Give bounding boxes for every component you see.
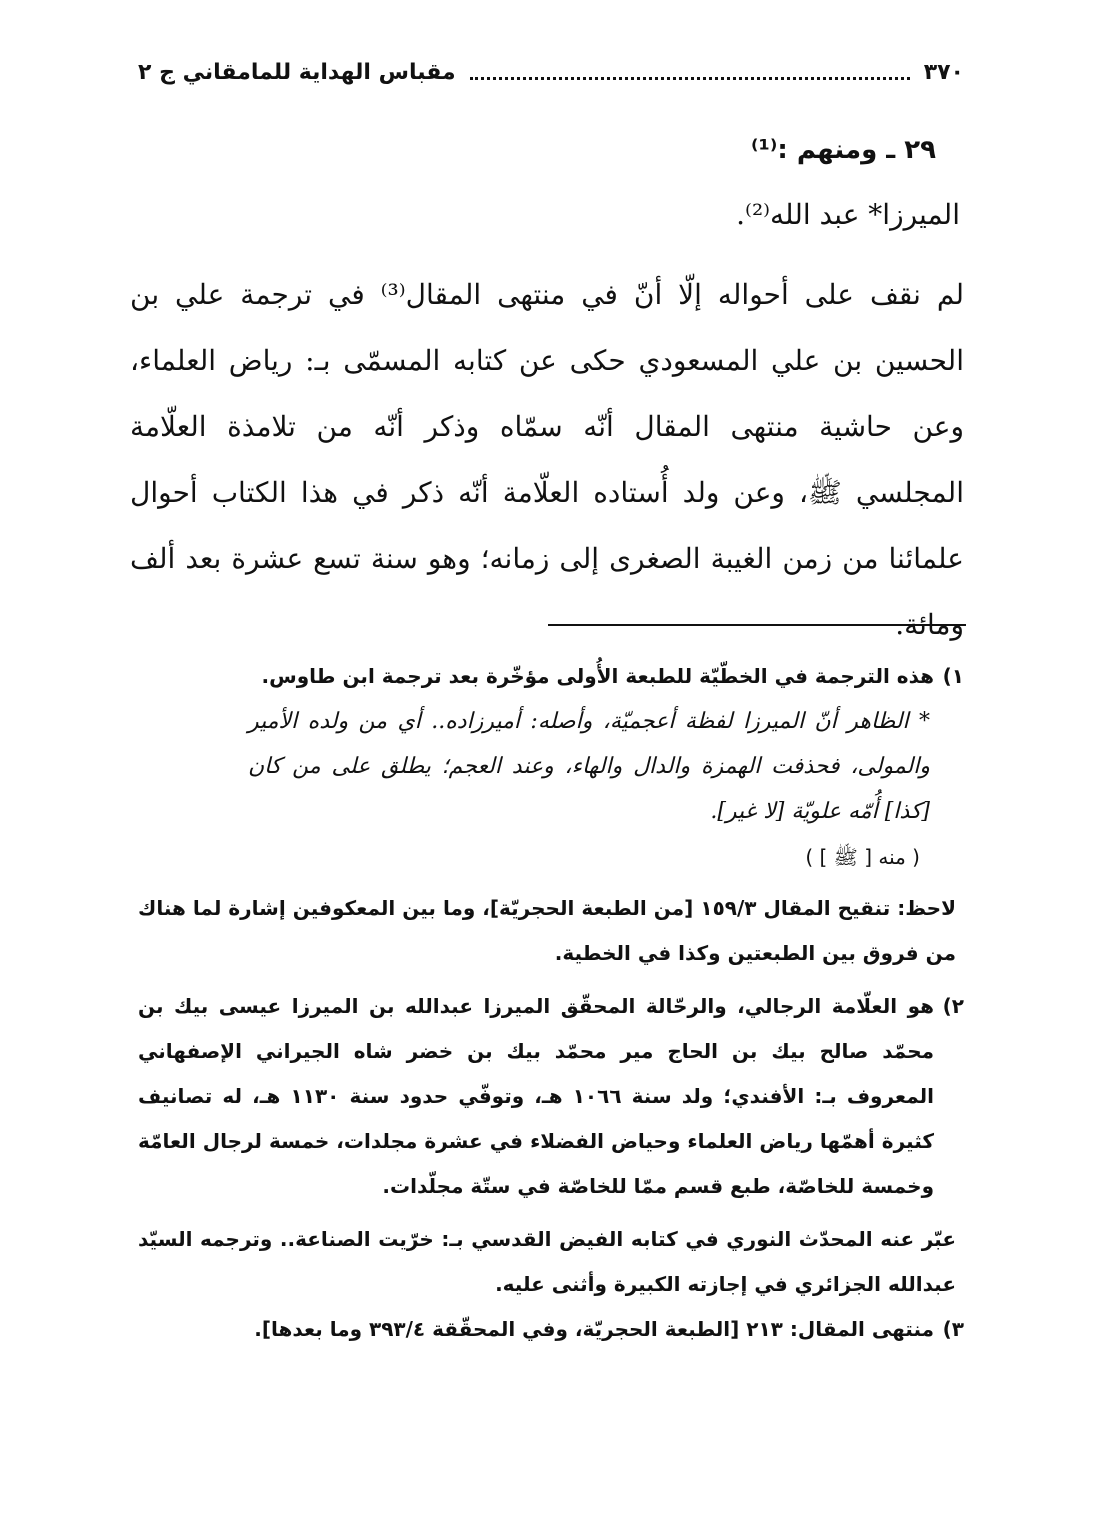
footnote-2-continuation: عبّر عنه المحدّث النوري في كتابه الفيض القدسي بـ: خرّيت الصناعة.. وترجمه السيّد عبدالله الجزائري في إجازته الكبيرة وأثنى عليه.	[138, 1227, 956, 1296]
entry-number: ٢٩ ـ ومنهم :⁽¹⁾	[751, 135, 936, 165]
footnote-1-number: ١)	[942, 664, 964, 688]
footnote-2	[138, 984, 964, 1209]
footnote-1-source: ( منه [ ﷺ ] )	[805, 845, 920, 869]
footnote-2-number: ٢)	[942, 994, 964, 1018]
footnote-3-text: منتهى المقال: ٢١٣ [الطبعة الحجريّة، وفي المحقّقة ٣٩٣/٤ وما بعدها].	[254, 1317, 934, 1341]
footnote-1-text: هذه الترجمة في الخطّيّة للطبعة الأُولى مؤخّرة بعد ترجمة ابن طاوس.	[261, 664, 934, 688]
footnotes	[138, 654, 964, 1352]
footnote-1	[138, 654, 964, 699]
footnote-2-text: هو العلّامة الرجالي، والرحّالة المحقّق الميرزا عبدالله بن الميرزا عيسى بيك بن محمّد صالح بيك بن الحاج مير محمّد بيك بن خضر شاه الجيراني الإصفهاني المعروف بـ: الأفندي؛ ولد سنة ١٠٦٦ هـ، وتوفّي حدود سنة ١١٣٠ هـ، له تصانيف كثيرة أهمّها رياض العلماء وحياض الفضلاء في عشرة مجلدات، خمسة لرجال العامّة وخمسة للخاصّة، طبع قسم ممّا للخاصّة في ستّة مجلّدات.	[138, 994, 934, 1198]
person-name: الميرزا* عبد الله⁽²⁾.	[736, 198, 960, 231]
footnote-3-number: ٣)	[942, 1317, 964, 1341]
body-paragraph: لم نقف على أحواله إلّا أنّ في منتهى المقال⁽³⁾ في ترجمة علي بن الحسين بن علي المسعودي حكى عن كتابه المسمّى بـ: رياض العلماء، وعن حاشية منتهى المقال أنّه سمّاه وذكر أنّه من تلامذة العلّامة المجلسي ﷺ، وعن ولد أُستاده العلّامة أنّه ذكر في هذا الكتاب أحوال علمائنا من زمن الغيبة الصغرى إلى زمانه؛ وهو سنة تسع عشرة بعد ألف ومائة.	[130, 278, 964, 641]
footnote-1-author-note: * الظاهر أنّ الميرزا لفظة أعجميّة، وأصله: أميرزاده.. أي من ولده الأمير والمولى، فحذفت الهمزة والدال والهاء، وعند العجم؛ يطلق على من كان [كذا] أُمّه علويّة [لا غير].	[248, 709, 930, 824]
page-number: ٣٧٠	[923, 59, 964, 85]
footnote-3	[138, 1307, 964, 1352]
running-header	[138, 52, 964, 92]
book-title: مقباس الهداية للمامقاني ج ٢	[138, 59, 456, 85]
footnote-separator	[548, 624, 966, 626]
leader-dots	[470, 77, 910, 80]
footnote-1-continuation: لاحظ: تنقيح المقال ١٥٩/٣ [من الطبعة الحجريّة]، وما بين المعكوفين إشارة لما هناك من فروق بين الطبعتين وكذا في الخطية.	[138, 896, 956, 965]
